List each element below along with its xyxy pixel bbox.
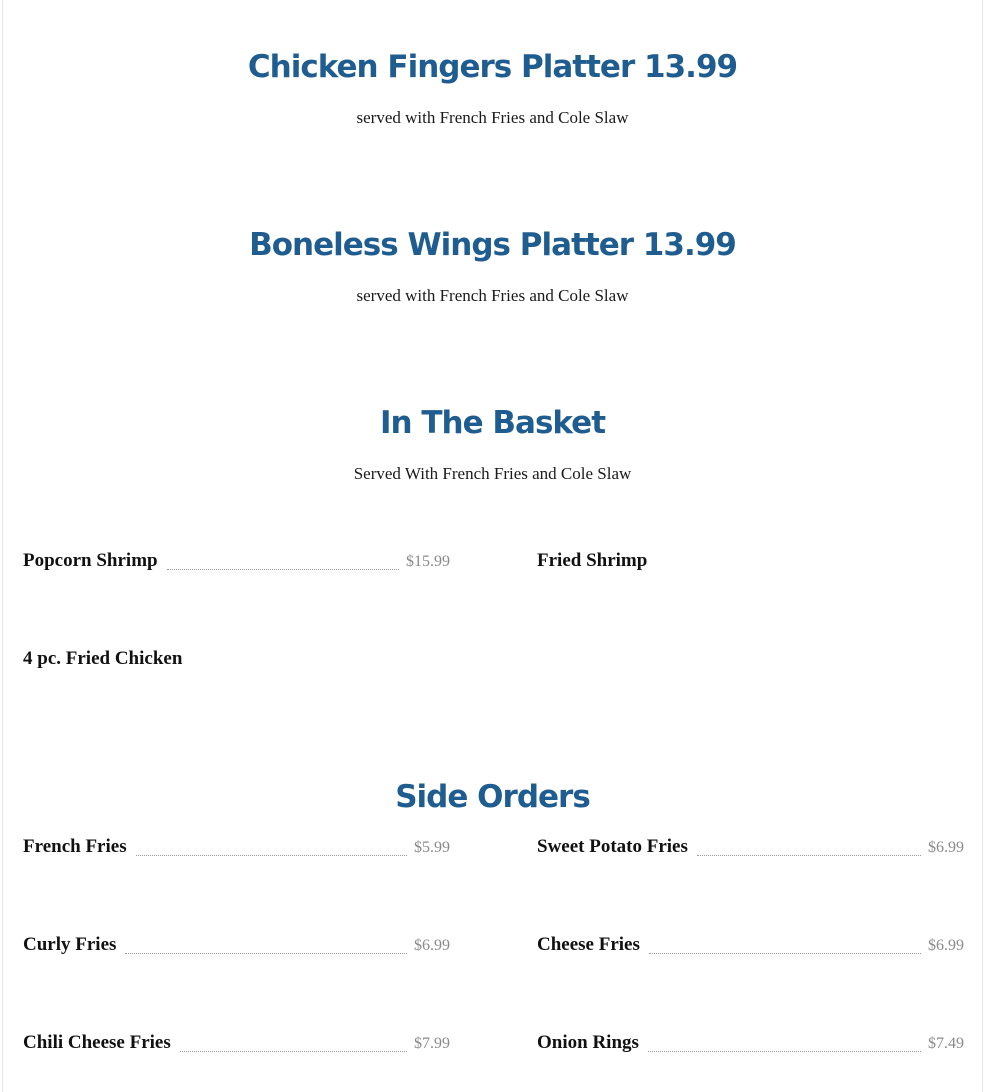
menu-item-price: $6.99 <box>928 937 964 954</box>
dotted-leader <box>167 569 399 570</box>
menu-item-name: Sweet Potato Fries <box>537 836 688 857</box>
menu-item-price: $5.99 <box>414 839 450 856</box>
menu-item <box>23 648 450 672</box>
menu-item-name: Fried Shrimp <box>537 550 648 571</box>
menu-item <box>537 934 964 958</box>
menu-item-name: French Fries <box>23 836 127 857</box>
platter-title-boneless-wings: Boneless Wings Platter 13.99 <box>249 227 736 263</box>
menu-item <box>537 550 964 574</box>
platter-description: served with French Fries and Cole Slaw <box>356 108 629 127</box>
menu-item <box>537 836 964 860</box>
dotted-leader <box>180 1051 407 1052</box>
menu-item <box>23 550 450 574</box>
menu-item-name: 4 pc. Fried Chicken <box>23 648 183 669</box>
menu-item-name: Chili Cheese Fries <box>23 1032 171 1053</box>
menu-item-price: $15.99 <box>406 553 450 570</box>
page-edge <box>2 0 3 1092</box>
dotted-leader <box>648 1051 921 1052</box>
menu-item-name: Onion Rings <box>537 1032 639 1053</box>
menu-item-price: $7.49 <box>928 1035 964 1052</box>
section-title-basket: In The Basket <box>379 405 606 441</box>
menu-item <box>23 934 450 958</box>
section-description-basket: Served With French Fries and Cole Slaw <box>353 464 632 483</box>
menu-item <box>23 1032 450 1056</box>
menu-item <box>23 836 450 860</box>
section-title-sides: Side Orders <box>395 779 590 815</box>
dotted-leader <box>125 953 407 954</box>
menu-item-price: $7.99 <box>414 1035 450 1052</box>
dotted-leader <box>136 855 407 856</box>
menu-item-price: $6.99 <box>414 937 450 954</box>
menu-item <box>537 1032 964 1056</box>
menu-item-name: Popcorn Shrimp <box>23 550 158 571</box>
dotted-leader <box>697 855 921 856</box>
menu-item-price: $6.99 <box>928 839 964 856</box>
menu-item-name: Cheese Fries <box>537 934 640 955</box>
platter-description: served with French Fries and Cole Slaw <box>356 286 629 305</box>
menu-item-name: Curly Fries <box>23 934 117 955</box>
page-edge <box>982 0 983 1092</box>
platter-title-chicken-fingers: Chicken Fingers Platter 13.99 <box>247 49 738 85</box>
dotted-leader <box>649 953 921 954</box>
